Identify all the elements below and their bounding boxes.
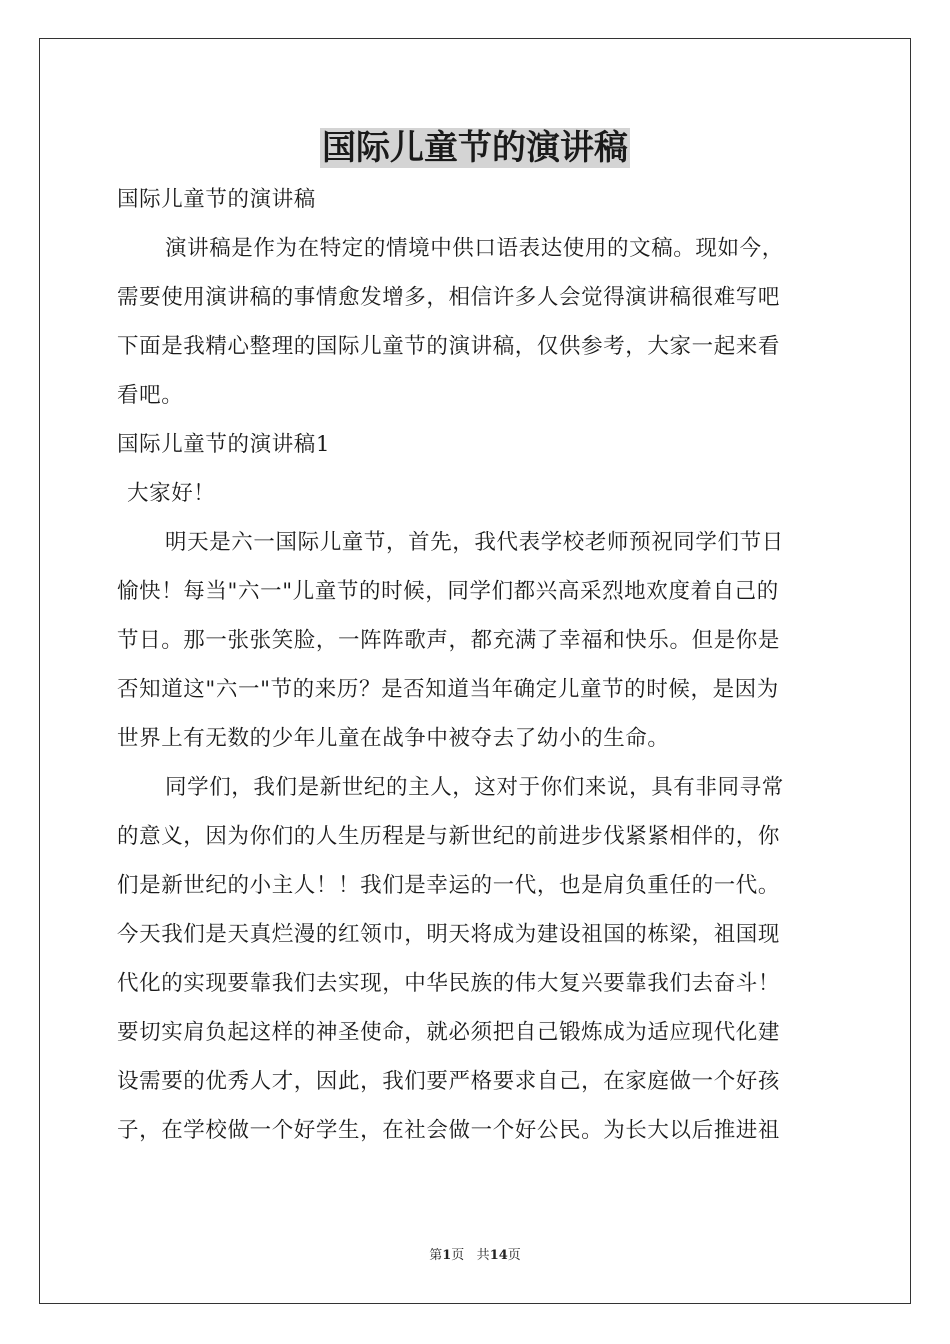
page-suffix: 页 [451, 1248, 465, 1263]
intro-line: 演讲稿是作为在特定的情境中供口语表达使用的文稿。现如今， [165, 236, 784, 261]
page-number: 1 [442, 1248, 452, 1263]
document-title [0, 126, 950, 170]
page-footer [0, 1247, 950, 1265]
paragraph1-line: 否知道这"六一"节的来历？是否知道当年确定儿童节的时候，是因为 [117, 677, 779, 702]
paragraph1-line: 节日。那一张张笑脸，一阵阵歌声，都充满了幸福和快乐。但是你是 [117, 628, 781, 653]
intro-line: 需要使用演讲稿的事情愈发增多，相信许多人会觉得演讲稿很难写吧 [117, 285, 781, 310]
paragraph1-line: 明天是六一国际儿童节，首先，我代表学校老师预祝同学们节日 [165, 530, 784, 555]
paragraph2-line: 今天我们是天真烂漫的红领巾，明天将成为建设祖国的栋梁，祖国现 [117, 922, 781, 947]
section-heading: 国际儿童节的演讲稿1 [117, 432, 331, 457]
paragraph2-line: 要切实肩负起这样的神圣使命，就必须把自己锻炼成为适应现代化建 [117, 1020, 781, 1045]
paragraph2-line: 的意义，因为你们的人生历程是与新世纪的前进步伐紧紧相伴的，你 [117, 824, 781, 849]
intro-line: 下面是我精心整理的国际儿童节的演讲稿，仅供参考，大家一起来看 [117, 334, 781, 359]
paragraph2-line: 们是新世纪的小主人！！我们是幸运的一代，也是肩负重任的一代。 [117, 873, 781, 898]
paragraph2-line: 代化的实现要靠我们去实现，中华民族的伟大复兴要靠我们去奋斗！ [117, 971, 781, 996]
paragraph2-line: 子，在学校做一个好学生，在社会做一个好公民。为长大以后推进祖 [117, 1118, 781, 1143]
greeting: 大家好！ [127, 481, 216, 506]
total-suffix: 页 [507, 1248, 521, 1263]
document-title-text: 国际儿童节的演讲稿 [322, 128, 628, 168]
total-pages: 14 [489, 1248, 508, 1263]
total-prefix: 共 [476, 1248, 490, 1263]
paragraph2-line: 设需要的优秀人才，因此，我们要严格要求自己，在家庭做一个好孩 [117, 1069, 781, 1094]
document-body [117, 175, 833, 1155]
document-subtitle: 国际儿童节的演讲稿 [117, 187, 316, 212]
paragraph1-line: 世界上有无数的少年儿童在战争中被夺去了幼小的生命。 [117, 726, 670, 751]
paragraph1-line: 愉快！每当"六一"儿童节的时候，同学们都兴高采烈地欢度着自己的 [117, 579, 779, 604]
intro-line: 看吧。 [117, 383, 184, 408]
page-prefix: 第 [429, 1248, 443, 1263]
paragraph2-line: 同学们，我们是新世纪的主人，这对于你们来说，具有非同寻常 [165, 775, 784, 800]
